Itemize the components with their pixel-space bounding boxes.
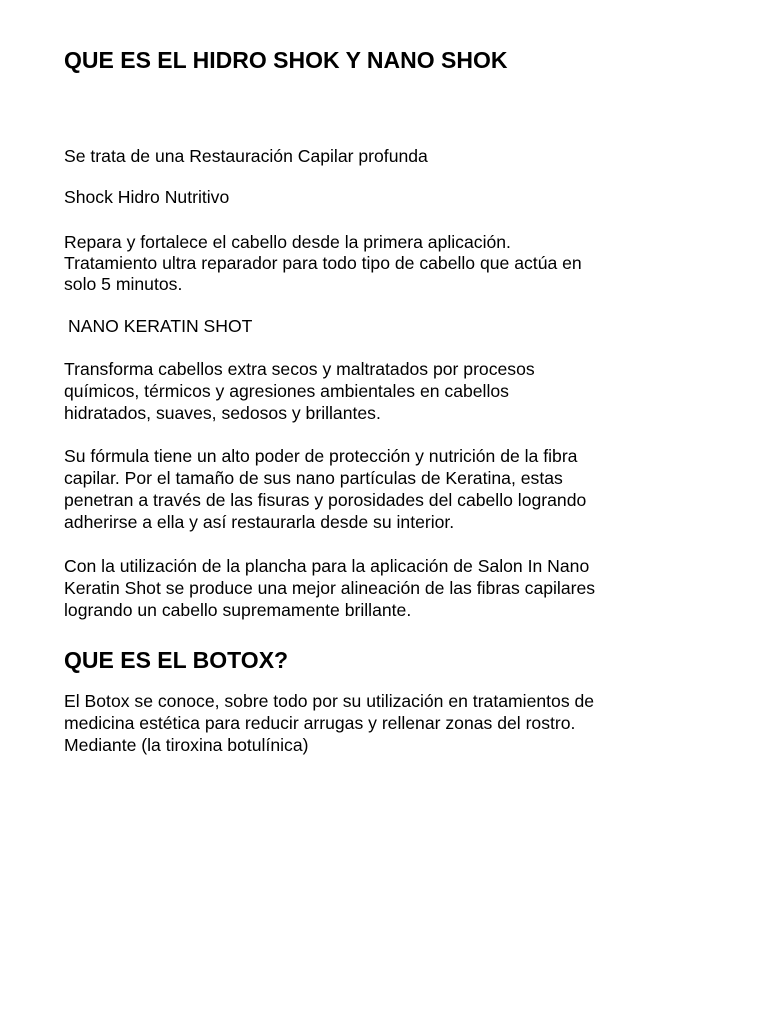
text-line: penetran a través de las fisuras y porosidades del cabello logrando [64, 490, 587, 510]
subtitle-nano-keratin: NANO KERATIN SHOT [68, 316, 253, 336]
text-line: solo 5 minutos. [64, 274, 183, 294]
text-line: capilar. Por el tamaño de sus nano partículas de Keratina, estas [64, 468, 563, 488]
text-line: El Botox se conoce, sobre todo por su utilización en tratamientos de [64, 691, 595, 711]
text-line: Mediante (la tiroxina botulínica) [64, 735, 309, 755]
text-line: hidratados, suaves, sedosos y brillantes. [64, 403, 381, 423]
heading-botox: QUE ES EL BOTOX? [64, 647, 289, 673]
heading-hidro-nano-shok: QUE ES EL HIDRO SHOK Y NANO SHOK [64, 47, 508, 73]
text-line: medicina estética para reducir arrugas y rellenar zonas del rostro. [64, 713, 576, 733]
text-line: químicos, térmicos y agresiones ambientales en cabellos [64, 381, 509, 401]
intro-text: Se trata de una Restauración Capilar profunda [64, 146, 428, 166]
subtitle-hidro-shock: Shock Hidro Nutritivo [64, 187, 230, 207]
text-line: adherirse a ella y así restaurarla desde su interior. [64, 512, 455, 532]
text-line: Repara y fortalece el cabello desde la primera aplicación. [64, 232, 511, 252]
text-line: Keratin Shot se produce una mejor alineación de las fibras capilares [64, 578, 596, 598]
text-line: logrando un cabello supremamente brillante. [64, 600, 412, 620]
text-line: Transforma cabellos extra secos y maltratados por procesos [64, 359, 535, 379]
text-line: Con la utilización de la plancha para la aplicación de Salon In Nano [64, 556, 590, 576]
text-line: Su fórmula tiene un alto poder de protección y nutrición de la fibra [64, 446, 578, 466]
text-line: Tratamiento ultra reparador para todo tipo de cabello que actúa en [64, 253, 582, 273]
